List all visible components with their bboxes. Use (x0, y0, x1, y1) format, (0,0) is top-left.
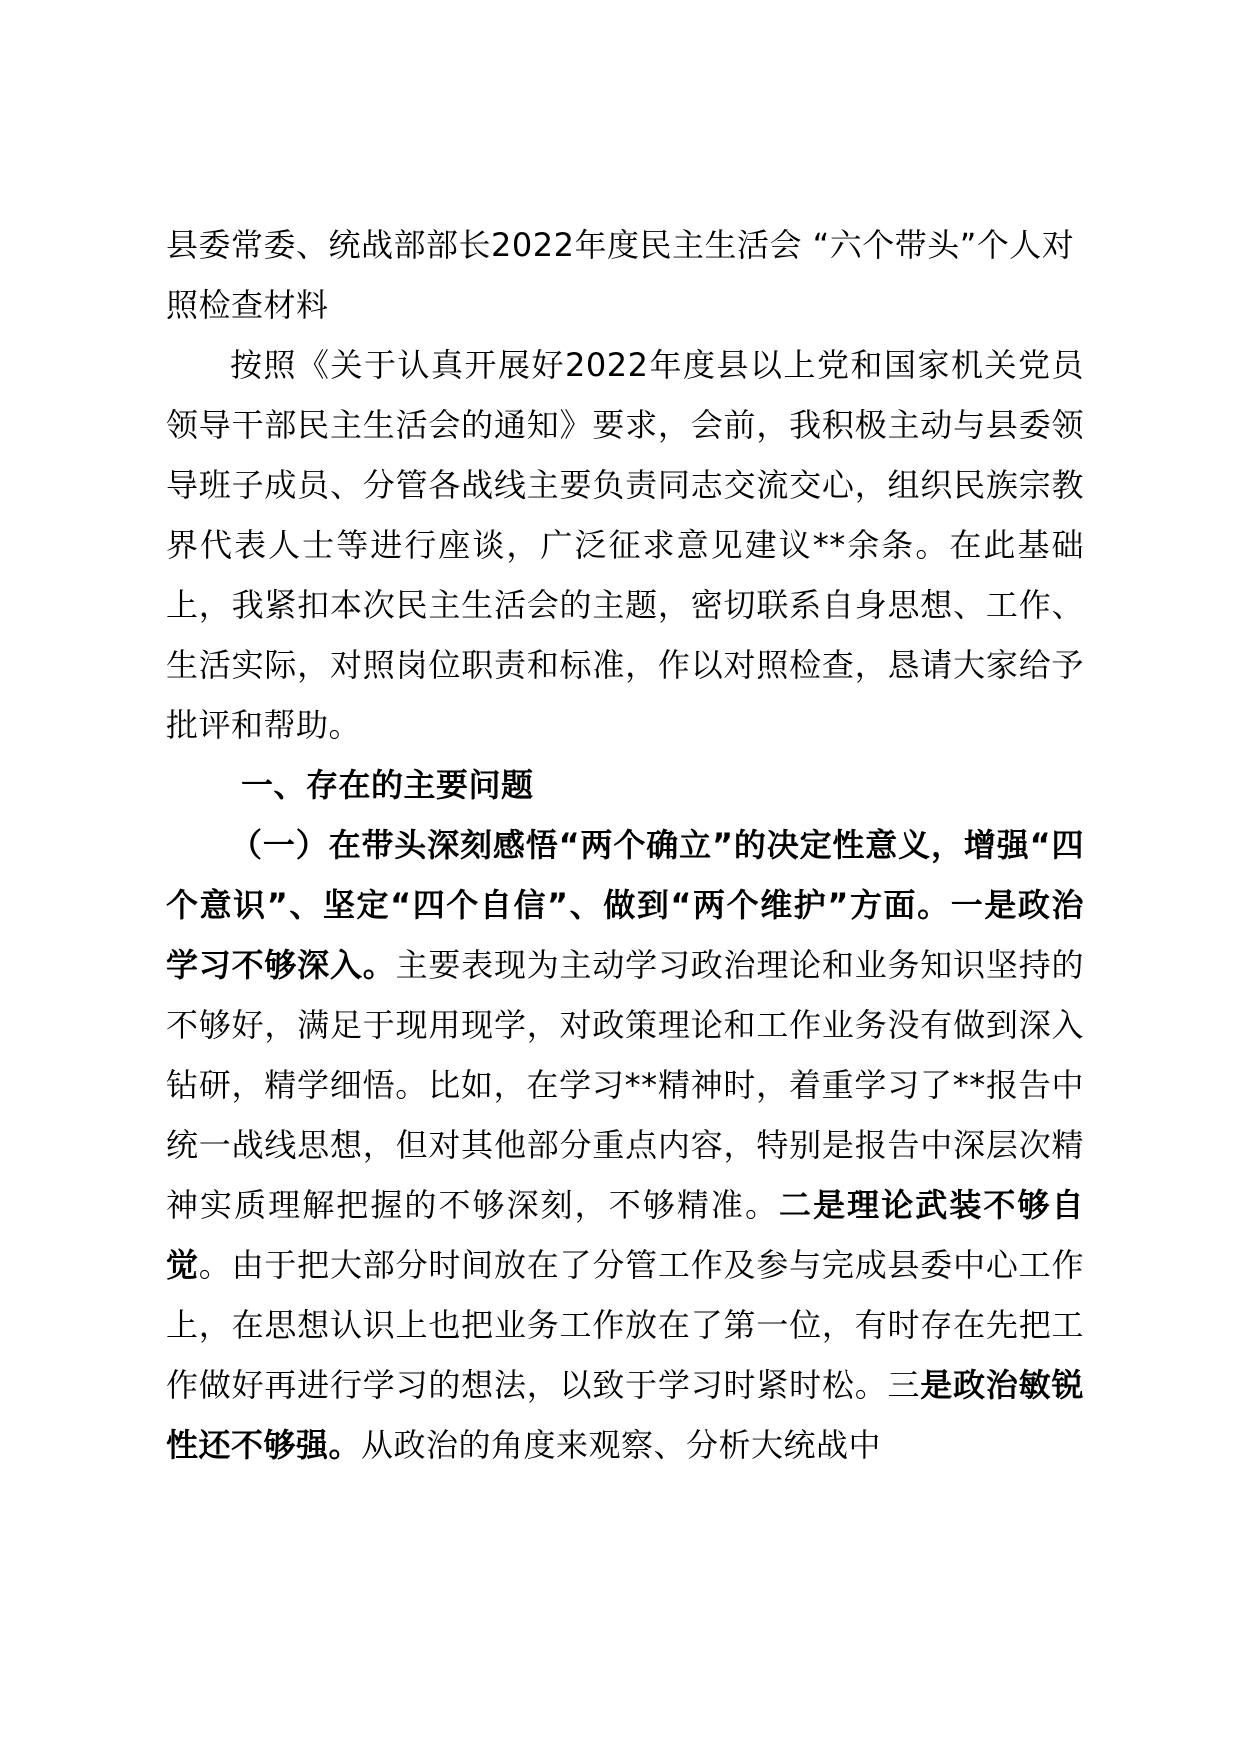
point2-text: 。由于把大部分时间放在了分管工作及参与完成县委中心工作上，在思想认识上也把业务工作放在了第一位，有时存在先把工作做好再进行学习的想法，以致于学习时紧时松。三 (166, 1246, 1084, 1404)
intro-paragraph: 按照《关于认真开展好2022年度县以上党和国家机关党员领导干部民主生活会的通知》要求，会前，我积极主动与县委领导班子成员、分管各战线主要负责同志交流交心，组织民族宗教界代表人士等进行座谈，广泛征求意见建议**余条。在此基础上，我紧扣本次民主生活会的主题，密切联系自身思想、工作、生活实际，对照岗位职责和标准，作以对照检查，恳请大家给予批评和帮助。 (166, 346, 1084, 744)
point1-text: 主要表现为主动学习政治理论和业务知识坚持的不够好，满足于现用现学，对政策理论和工作业务没有做到深入钻研，精学细悟。比如，在学习**精神时，着重学习了**报告中统一战线思想，但对其他部分重点内容，特别是报告中深层次精神实质理解把握的不够深刻，不够精准。 (166, 946, 1084, 1224)
document-page (166, 215, 1084, 1475)
section-heading: 一、存在的主要问题 (241, 766, 534, 804)
point3-text: 从政治的角度来观察、分析大统战中 (361, 1426, 882, 1464)
document-title: 县委常委、统战部部长2022年度民主生活会 “六个带头”个人对照检查材料 (166, 226, 1075, 324)
point3-title: 是政治敏锐性还不够强。 (166, 1366, 1084, 1464)
subsection-heading: （一）在带头深刻感悟“两个确立”的决定性意义，增强“四个意识”、坚定“四个自信”、做到“两个维护”方面。 (166, 826, 1084, 924)
point2-title: 二是理论武装不够自觉 (166, 1186, 1084, 1284)
subsection-paragraph (166, 815, 1084, 1475)
point1-title: 一是政治学习不够深入。 (166, 886, 1084, 984)
